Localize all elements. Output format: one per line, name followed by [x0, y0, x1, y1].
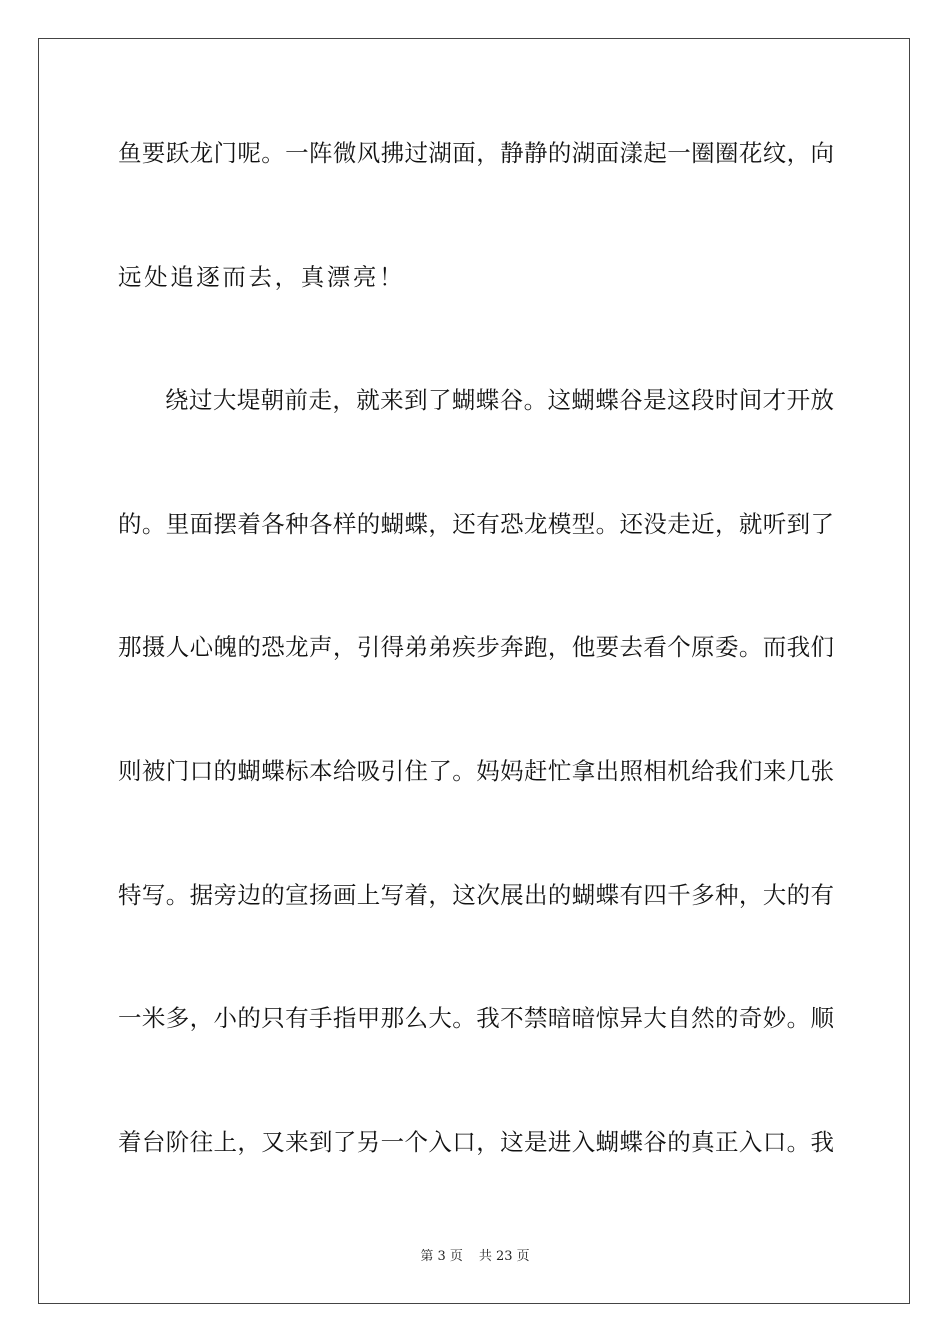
paragraph-first-line: 绕过大堤朝前走，就来到了蝴蝶谷。这蝴蝶谷是这段时间才开放 [165, 386, 834, 414]
body-text-line: 鱼要跃龙门呢。一阵微风拂过湖面，静静的湖面漾起一圈圈花纹，向 [118, 139, 834, 167]
body-text-line: 那摄人心魄的恐龙声，引得弟弟疾步奔跑，他要去看个原委。而我们 [118, 633, 834, 661]
page-number: 第 3 页 [420, 1249, 463, 1264]
body-text-line: 则被门口的蝴蝶标本给吸引住了。妈妈赶忙拿出照相机给我们来几张 [118, 757, 834, 785]
page-footer [0, 1248, 950, 1266]
body-text-line: 远处追逐而去，真漂亮！ [118, 263, 406, 291]
body-text-line: 特写。据旁边的宣扬画上写着，这次展出的蝴蝶有四千多种，大的有 [118, 881, 834, 909]
total-pages: 共 23 页 [478, 1249, 530, 1264]
body-text-line: 一米多，小的只有手指甲那么大。我不禁暗暗惊异大自然的奇妙。顺 [118, 1004, 834, 1032]
page-border [38, 38, 910, 1304]
body-text-line: 的。里面摆着各种各样的蝴蝶，还有恐龙模型。还没走近，就听到了 [118, 510, 834, 538]
body-text-line: 着台阶往上，又来到了另一个入口，这是进入蝴蝶谷的真正入口。我 [118, 1128, 834, 1156]
